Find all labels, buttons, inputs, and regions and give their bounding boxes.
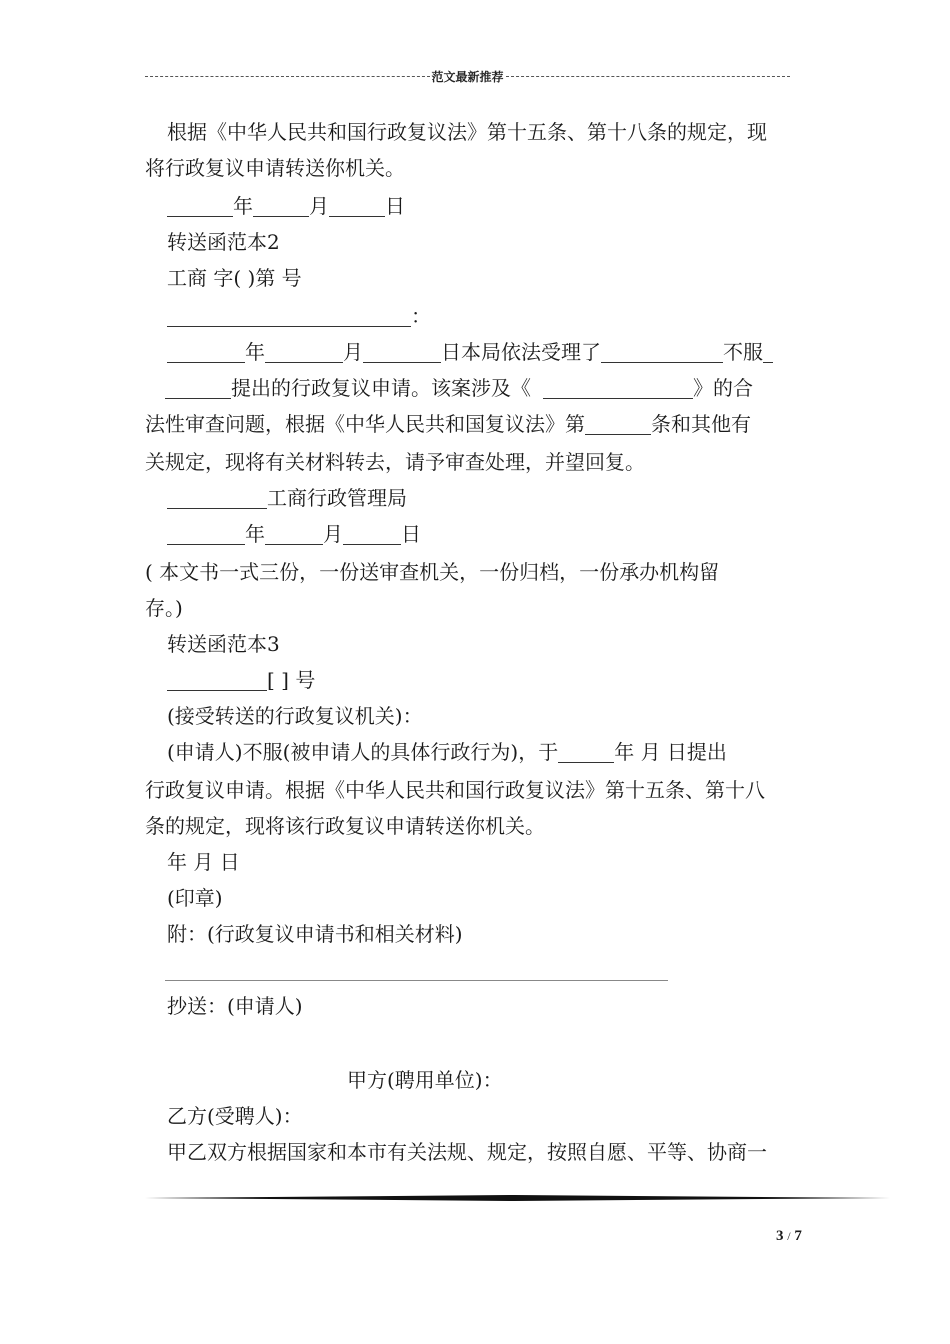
- date-line: 年 月 日: [145, 516, 832, 552]
- blank-field: [363, 338, 441, 363]
- recipient-line: (接受转送的行政复议机关)：: [167, 704, 423, 728]
- section-title: 转送函范本2: [167, 230, 280, 254]
- blank-field: [167, 302, 411, 327]
- blank-field: [167, 666, 267, 691]
- blank-field: [329, 192, 385, 217]
- paragraph-line: 行政复议申请。根据《中华人民共和国行政复议法》第十五条、第十八: [145, 778, 765, 802]
- blank-field: [167, 192, 233, 217]
- blank-field: [265, 338, 343, 363]
- footer-rule: [145, 1195, 890, 1201]
- page-header: [145, 68, 790, 85]
- recipient-line: ：: [145, 298, 832, 334]
- blank-field: [763, 338, 773, 363]
- page-number: 3 / 7: [776, 1228, 802, 1244]
- header-dash-left: [145, 76, 430, 77]
- blank-field: [558, 738, 614, 763]
- paragraph-line: 根据《中华人民共和国行政复议法》第十五条、第十八条的规定，现: [167, 120, 767, 144]
- paragraph-line: ( 本文书一式三份，一份送审查机关，一份归档，一份承办机构留: [145, 560, 720, 584]
- paragraph-line: 存。): [145, 596, 183, 620]
- paragraph-line: (申请人)不服(被申请人的具体行政行为)，于 年 月 日提出: [167, 740, 727, 764]
- blank-field: [165, 374, 231, 399]
- paragraph-line: 甲乙双方根据国家和本市有关法规、规定，按照自愿、平等、协商一: [167, 1140, 767, 1164]
- cc-line: 抄送：(申请人): [167, 994, 303, 1018]
- blank-field: [167, 484, 267, 509]
- blank-field: [167, 520, 245, 545]
- seal-line: (印章): [167, 886, 223, 910]
- blank-field: [601, 338, 723, 363]
- paragraph-line: 将行政复议申请转送你机关。: [145, 156, 405, 180]
- blank-field: [585, 410, 651, 435]
- blank-field: [343, 520, 401, 545]
- paragraph-line: 年 月 日本局依法受理了 不服: [145, 334, 832, 370]
- date-line: 年 月 日: [167, 850, 240, 874]
- paragraph-line: 法性审查问题，根据《中华人民共和国复议法》第 条和其他有: [145, 412, 751, 436]
- header-title: 范文最新推荐: [431, 70, 504, 84]
- blank-field: [253, 192, 309, 217]
- paragraph-line: 条的规定，现将该行政复议申请转送你机关。: [145, 814, 545, 838]
- section-title: 转送函范本3: [167, 632, 280, 656]
- party-a-line: 甲方(聘用单位)：: [347, 1068, 503, 1092]
- doc-number-line: [ ] 号: [145, 662, 832, 698]
- blank-field: [167, 338, 245, 363]
- party-b-line: 乙方(受聘人)：: [167, 1104, 303, 1128]
- attachment-line: 附：(行政复议申请书和相关材料): [167, 922, 463, 946]
- header-dash-right: [506, 76, 791, 77]
- doc-number-line: 工商 字( )第 号: [167, 266, 302, 290]
- blank-field: [265, 520, 323, 545]
- divider-rule: [165, 980, 668, 981]
- date-line: 年 月 日: [145, 188, 832, 224]
- paragraph-line: 提出的行政复议申请。该案涉及《 》的合: [145, 370, 830, 406]
- blank-field: [543, 374, 693, 399]
- paragraph-line: 关规定，现将有关材料转去，请予审查处理，并望回复。: [145, 450, 645, 474]
- signature-line: 工商行政管理局: [145, 480, 832, 516]
